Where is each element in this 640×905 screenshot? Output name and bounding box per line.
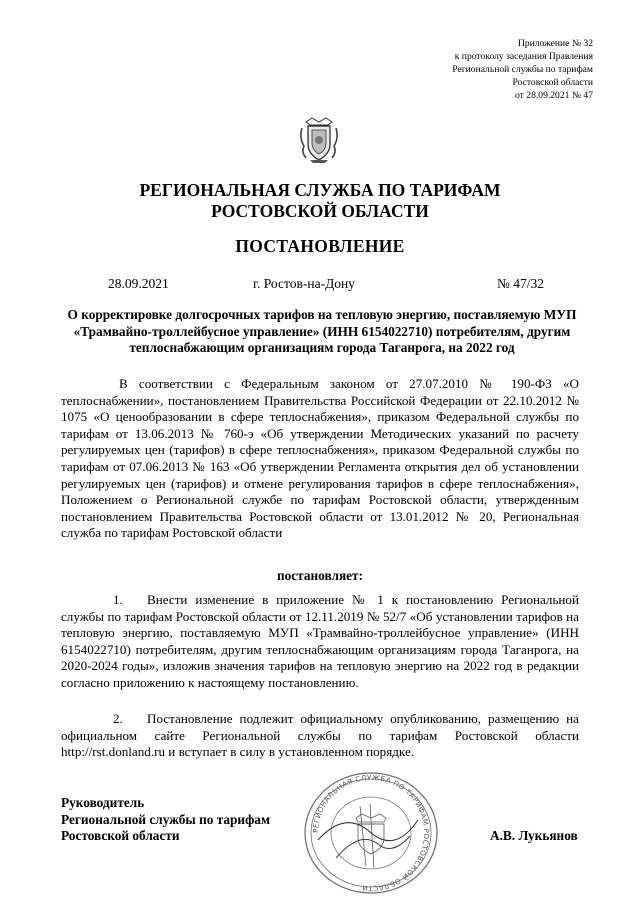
appendix-line: к протоколу заседания Правления: [454, 51, 593, 62]
document-number: № 47/32: [497, 276, 545, 291]
appendix-line: от 28.09.2021 № 47: [515, 90, 593, 101]
appendix-line: Ростовской области: [512, 77, 593, 88]
resolution-item: [61, 711, 579, 761]
appendix-line: Приложение № 32: [517, 38, 593, 49]
resolves-heading: постановляет:: [276, 568, 364, 583]
organization-name-line-1: РЕГИОНАЛЬНАЯ СЛУЖБА ПО ТАРИФАМ: [139, 180, 501, 200]
item-text: Внести изменение в приложение № 1 к постановлению Региональной службы по тарифам Ростовской области от 12.11.2019 № 52/7 «Об установлении тарифов на тепловую энергию, поставляемую МУП «Трамвайно-троллейбусное управление» (ИНН 6154022710) потребителям, другим теплоснабжающим организациям города Таганрога, на 2020-2024 годы», изложив значения тарифов на тепловую энергию на 2022 год в редакции согласно приложению к настоящему постановлению.: [61, 592, 579, 690]
official-seal-icon: [300, 770, 442, 896]
seal-text: РЕГИОНАЛЬНАЯ СЛУЖБА ПО ТАРИФАМ РОСТОВСКОЙ ОБЛАСТИ: [310, 772, 432, 894]
signatory-name: А.В. Лукьянов: [490, 828, 578, 843]
appendix-reference: [452, 37, 593, 102]
item-number: 1.: [113, 592, 123, 607]
signatory-title-line: Ростовской области: [61, 828, 180, 844]
resolution-item: [61, 592, 579, 692]
preamble-paragraph: В соответствии с Федеральным законом от 27.07.2010 № 190-ФЗ «О теплоснабжении», постановлением Правительства Российской Федерации от 22.10.2012 № 1075 «О ценообразовании в сфере теплоснабжения», приказом Федеральной службы по тарифам от 13.06.2013 № 760-э «Об утверждении Методических указаний по расчету регулируемых цен (тарифов) в сфере теплоснабжения», приказом Федеральной службы по тарифам от 07.06.2013 № 163 «Об утверждении Регламента открытия дел об установлении регулируемых цен (тарифов) и отмене регулирования тарифов в сфере теплоснабжения», Положением о Региональной службе по тарифам Ростовской области, утвержденным постановлением Правительства Ростовской области от 13.01.2012 № 20, Региональная служба по тарифам Ростовской области: [61, 376, 579, 541]
organization-name-line-2: РОСТОВСКОЙ ОБЛАСТИ: [211, 201, 429, 221]
signatory-title: [61, 795, 270, 845]
signatory-title-line: Руководитель: [61, 795, 145, 810]
signatory-title-line: Региональной службы по тарифам: [61, 811, 271, 827]
item-text: Постановление подлежит официальному опубликованию, размещению на официальном сайте Региональной службы по тарифам Ростовской области http://rst.donland.ru и вступает в силу в установленном порядке.: [61, 711, 579, 760]
item-number: 2.: [113, 711, 123, 726]
coat-of-arms-icon: [298, 116, 340, 164]
appendix-line: Региональной службы по тарифам: [452, 64, 593, 75]
document-type: ПОСТАНОВЛЕНИЕ: [235, 236, 405, 256]
document-subject: О корректировке долгосрочных тарифов на тепловую энергию, поставляемую МУП «Трамвайно-троллейбусное управление» (ИНН 6154022710) потребителям, другим теплоснабжающим организациям города Таганрога, на 2022 год: [67, 307, 577, 356]
document-date: 28.09.2021: [108, 276, 169, 291]
document-city: г. Ростов-на-Дону: [253, 276, 356, 291]
